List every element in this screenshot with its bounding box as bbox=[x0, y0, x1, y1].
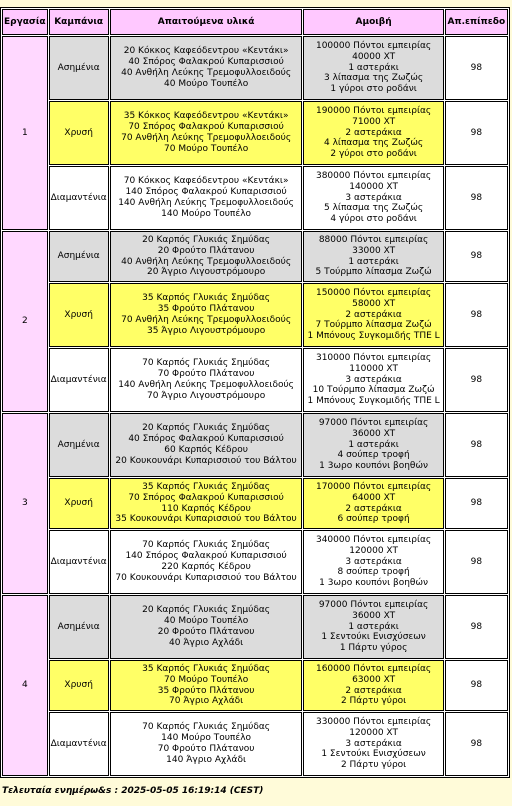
reward-cell bbox=[303, 101, 443, 165]
reward-line: 190000 Πόντοι εμπειρίας bbox=[315, 106, 432, 116]
reward-cell bbox=[303, 413, 443, 477]
material-line: 20 Καρπός Γλυκιάς Σημύδας bbox=[142, 423, 271, 434]
reward-cell bbox=[303, 348, 443, 412]
table-row bbox=[2, 283, 508, 347]
reward-line: 170000 Πόντοι εμπειρίας bbox=[315, 481, 432, 492]
materials-cell bbox=[110, 660, 303, 711]
reward-cell bbox=[303, 36, 443, 100]
task-number: 2 bbox=[2, 231, 48, 412]
materials-cell bbox=[110, 283, 303, 347]
material-line: 20 Κόκκος Καφεόδεντρου «Κεντάκι» bbox=[123, 46, 289, 57]
materials-cell bbox=[110, 231, 303, 282]
reward-line: 58000 XT bbox=[352, 298, 396, 309]
reward-line: 140000 XT bbox=[349, 181, 398, 192]
reward-line: 100000 Πόντοι εμπειρίας bbox=[315, 41, 432, 51]
reward-line: 4 σούπερ τροφή bbox=[337, 450, 410, 461]
campaign-cell: Διαμαντένια bbox=[49, 348, 109, 412]
table-body bbox=[2, 36, 508, 776]
table-row bbox=[2, 413, 508, 477]
reward-cell bbox=[303, 530, 443, 594]
level-cell: 98 bbox=[445, 36, 508, 100]
table-row bbox=[2, 712, 508, 776]
reward-cell bbox=[303, 231, 443, 282]
materials-cell bbox=[110, 166, 303, 230]
reward-line: 4 γύροι στο ροδάνι bbox=[330, 214, 417, 225]
material-line: 70 Ανθήλη Λεύκης Τρεμοφυλλοειδούς bbox=[121, 133, 292, 143]
material-line: 70 Σπόρος Φαλακρού Κυπαρισσιού bbox=[128, 492, 284, 503]
material-line: 110 Καρπός Κέδρου bbox=[161, 503, 251, 514]
materials-cell bbox=[110, 36, 303, 100]
task-number: 1 bbox=[2, 36, 48, 230]
reward-line: 3 αστεράκια bbox=[345, 192, 402, 203]
table-row bbox=[2, 595, 508, 659]
reward-line: 71000 XT bbox=[352, 116, 396, 127]
materials-cell bbox=[110, 348, 303, 412]
reward-line: 1 3ωρο κουπόνι βοηθών bbox=[319, 578, 429, 589]
table-row bbox=[2, 530, 508, 594]
reward-line: 1 Πάρτυ γύρος bbox=[339, 643, 408, 654]
reward-line: 97000 Πόντοι εμπειρίας bbox=[318, 600, 429, 610]
reward-line: 1 Σεντούκι Ενισχύσεων bbox=[321, 749, 426, 760]
reward-line: 3 αστεράκια bbox=[345, 374, 402, 385]
level-cell: 98 bbox=[445, 660, 508, 711]
reward-line: 1 3ωρο κουπόνι βοηθών bbox=[319, 461, 429, 472]
campaign-cell: Χρυσή bbox=[49, 660, 109, 711]
materials-cell bbox=[110, 478, 303, 529]
material-line: 20 Κουκουνάρι Κυπαρισσιού του Βάλτου bbox=[115, 455, 297, 466]
material-line: 40 Μούρο Τουπέλο bbox=[164, 78, 249, 89]
reward-line: 8 σούπερ τροφή bbox=[337, 567, 410, 578]
reward-cell bbox=[303, 595, 443, 659]
reward-line: 4 λίπασμα της Ζωζώς bbox=[323, 138, 424, 149]
material-line: 20 Καρπός Γλυκιάς Σημύδας bbox=[142, 234, 271, 245]
level-cell: 98 bbox=[445, 283, 508, 347]
material-line: 35 Καρπός Γλυκιάς Σημύδας bbox=[142, 481, 271, 492]
material-line: 70 Κουκουνάρι Κυπαρισσιού του Βάλτου bbox=[115, 572, 297, 583]
material-line: 60 Καρπός Κέδρου bbox=[164, 445, 248, 455]
material-line: 20 Φρούτο Πλάτανου bbox=[157, 627, 255, 637]
header-level: Απ.επίπεδο bbox=[445, 9, 508, 35]
material-line: 70 Καρπός Γλυκιάς Σημύδας bbox=[142, 540, 271, 551]
task-number: 4 bbox=[2, 595, 48, 776]
material-line: 70 Μούρο Τουπέλο bbox=[164, 143, 249, 154]
reward-line: 2 αστεράκια bbox=[345, 309, 402, 320]
campaign-cell: Χρυσή bbox=[49, 101, 109, 165]
level-cell: 98 bbox=[445, 530, 508, 594]
reward-line: 1 Μπόνους Συγκομιδής ΤΠΕ L bbox=[307, 331, 440, 342]
table-row bbox=[2, 166, 508, 230]
materials-cell bbox=[110, 413, 303, 477]
table-row bbox=[2, 660, 508, 711]
material-line: 70 Μούρο Τουπέλο bbox=[164, 674, 249, 685]
table-row bbox=[2, 36, 508, 100]
reward-line: 3 αστεράκια bbox=[345, 738, 402, 749]
reward-line: 120000 XT bbox=[349, 545, 398, 556]
reward-line: 88000 Πόντοι εμπειρίας bbox=[318, 234, 429, 245]
material-line: 35 Καρπός Γλυκιάς Σημύδας bbox=[142, 293, 271, 304]
material-line: 140 Σπόρος Φαλακρού Κυπαρισσιού bbox=[125, 187, 287, 198]
material-line: 140 Ανθήλη Λεύκης Τρεμοφυλλοειδούς bbox=[118, 380, 294, 390]
table-row bbox=[2, 348, 508, 412]
level-cell: 98 bbox=[445, 166, 508, 230]
materials-cell bbox=[110, 712, 303, 776]
header-task: Εργασία bbox=[2, 9, 48, 35]
reward-line: 7 Τούρμπο λίπασμα Ζωζώ bbox=[315, 320, 432, 331]
reward-line: 1 Σεντούκι Ενισχύσεων bbox=[321, 632, 426, 643]
header-campaign: Καμπάνια bbox=[49, 9, 109, 35]
level-cell: 98 bbox=[445, 478, 508, 529]
level-cell: 98 bbox=[445, 712, 508, 776]
campaign-cell: Διαμαντένια bbox=[49, 530, 109, 594]
reward-line: 2 αστεράκια bbox=[345, 503, 402, 514]
task-number: 3 bbox=[2, 413, 48, 594]
reward-line: 2 γύροι στο ροδάνι bbox=[330, 149, 417, 160]
materials-cell bbox=[110, 530, 303, 594]
material-line: 20 Άγριο Λιγουστρόμουρο bbox=[146, 267, 266, 278]
material-line: 20 Καρπός Γλυκιάς Σημύδας bbox=[142, 605, 271, 616]
reward-cell bbox=[303, 283, 443, 347]
campaign-cell: Χρυσή bbox=[49, 283, 109, 347]
material-line: 70 Φρούτο Πλάτανου bbox=[157, 744, 255, 754]
material-line: 70 Σπόρος Φαλακρού Κυπαρισσιού bbox=[128, 122, 284, 133]
campaign-cell: Διαμαντένια bbox=[49, 712, 109, 776]
material-line: 35 Κουκουνάρι Κυπαρισσιού του Βάλτου bbox=[115, 514, 297, 525]
level-cell: 98 bbox=[445, 595, 508, 659]
reward-line: 36000 XT bbox=[352, 428, 396, 439]
material-line: 220 Καρπός Κέδρου bbox=[161, 562, 251, 572]
campaign-cell: Ασημένια bbox=[49, 413, 109, 477]
material-line: 70 Κόκκος Καφεόδεντρου «Κεντάκι» bbox=[123, 176, 289, 187]
level-cell: 98 bbox=[445, 101, 508, 165]
reward-line: 1 αστεράκι bbox=[348, 62, 399, 73]
campaign-cell: Ασημένια bbox=[49, 595, 109, 659]
reward-cell bbox=[303, 660, 443, 711]
material-line: 40 Μούρο Τουπέλο bbox=[164, 616, 249, 627]
reward-cell bbox=[303, 166, 443, 230]
header-materials: Απαιτούμενα υλικά bbox=[110, 9, 303, 35]
reward-cell bbox=[303, 712, 443, 776]
last-updated bbox=[2, 786, 263, 796]
reward-line: 1 αστεράκι bbox=[348, 439, 399, 450]
material-line: 70 Καρπός Γλυκιάς Σημύδας bbox=[142, 722, 271, 733]
reward-line: 2 αστεράκια bbox=[345, 127, 402, 138]
reward-line: 2 Πάρτυ γύροι bbox=[340, 760, 407, 771]
table-row bbox=[2, 478, 508, 529]
level-cell: 98 bbox=[445, 348, 508, 412]
material-line: 40 Σπόρος Φαλακρού Κυπαρισσιού bbox=[128, 434, 284, 445]
material-line: 70 Άγριο Λιγουστρόμουρο bbox=[146, 390, 266, 401]
materials-cell bbox=[110, 101, 303, 165]
reward-line: 160000 Πόντοι εμπειρίας bbox=[315, 663, 432, 674]
reward-line: 120000 XT bbox=[349, 727, 398, 738]
reward-line: 2 αστεράκια bbox=[345, 685, 402, 696]
material-line: 140 Άγριο Αχλάδι bbox=[166, 754, 247, 765]
material-line: 20 Φρούτο Πλάτανου bbox=[157, 245, 255, 256]
material-line: 140 Μούρο Τουπέλο bbox=[161, 208, 252, 219]
reward-line: 5 Τούρμπο λίπασμα Ζωζώ bbox=[315, 267, 432, 278]
material-line: 40 Ανθήλη Λεύκης Τρεμοφυλλοειδούς bbox=[121, 256, 292, 267]
header-reward: Αμοιβή bbox=[303, 9, 443, 35]
reward-line: 97000 Πόντοι εμπειρίας bbox=[318, 418, 429, 428]
reward-line: 36000 XT bbox=[352, 610, 396, 621]
reward-line: 150000 Πόντοι εμπειρίας bbox=[315, 288, 432, 298]
campaign-table bbox=[0, 7, 510, 778]
reward-line: 33000 XT bbox=[352, 245, 396, 256]
last-updated-timestamp: 2025-05-05 16:19:14 (CEST) bbox=[121, 786, 264, 796]
reward-line: 6 σούπερ τροφή bbox=[337, 514, 410, 525]
material-line: 140 Μούρο Τουπέλο bbox=[161, 733, 252, 744]
level-cell: 98 bbox=[445, 231, 508, 282]
reward-line: 330000 Πόντοι εμπειρίας bbox=[315, 717, 432, 727]
reward-line: 1 αστεράκι bbox=[348, 256, 399, 267]
reward-line: 63000 XT bbox=[352, 674, 396, 685]
campaign-cell: Ασημένια bbox=[49, 231, 109, 282]
table-row bbox=[2, 101, 508, 165]
reward-line: 1 αστεράκι bbox=[348, 621, 399, 632]
reward-cell bbox=[303, 478, 443, 529]
table-row bbox=[2, 231, 508, 282]
material-line: 40 Άγριο Αχλάδι bbox=[169, 637, 244, 648]
reward-line: 2 Πάρτυ γύροι bbox=[340, 696, 407, 707]
reward-line: 340000 Πόντοι εμπειρίας bbox=[315, 535, 432, 545]
material-line: 35 Φρούτο Πλάτανου bbox=[157, 685, 255, 696]
materials-cell bbox=[110, 595, 303, 659]
material-line: 70 Φρούτο Πλάτανου bbox=[157, 369, 255, 380]
reward-line: 3 λίπασμα της Ζωζώς bbox=[323, 73, 424, 84]
header-row bbox=[2, 9, 508, 35]
material-line: 70 Ανθήλη Λεύκης Τρεμοφυλλοειδούς bbox=[121, 315, 292, 325]
reward-line: 10 Τούρμπο λίπασμα Ζωζώ bbox=[312, 385, 435, 396]
material-line: 40 Σπόρος Φαλακρού Κυπαρισσιού bbox=[128, 57, 284, 68]
campaign-cell: Χρυσή bbox=[49, 478, 109, 529]
campaign-cell: Διαμαντένια bbox=[49, 166, 109, 230]
reward-line: 110000 XT bbox=[349, 363, 398, 374]
material-line: 140 Ανθήλη Λεύκης Τρεμοφυλλοειδούς bbox=[118, 198, 294, 208]
material-line: 35 Φρούτο Πλάτανου bbox=[157, 304, 255, 315]
last-updated-label: Τελευταία ενημέρω&s : bbox=[2, 786, 122, 796]
reward-line: 3 αστεράκια bbox=[345, 556, 402, 567]
reward-line: 5 λίπασμα της Ζωζώς bbox=[323, 203, 424, 214]
material-line: 70 Καρπός Γλυκιάς Σημύδας bbox=[142, 358, 271, 369]
reward-line: 40000 XT bbox=[352, 51, 396, 62]
reward-line: 380000 Πόντοι εμπειρίας bbox=[315, 171, 432, 181]
reward-line: 310000 Πόντοι εμπειρίας bbox=[315, 353, 432, 363]
level-cell: 98 bbox=[445, 413, 508, 477]
reward-line: 1 Μπόνους Συγκομιδής ΤΠΕ L bbox=[307, 396, 440, 407]
material-line: 40 Ανθήλη Λεύκης Τρεμοφυλλοειδούς bbox=[121, 68, 292, 78]
reward-line: 1 γύροι στο ροδάνι bbox=[330, 84, 417, 95]
reward-line: 64000 XT bbox=[352, 492, 396, 503]
campaign-cell: Ασημένια bbox=[49, 36, 109, 100]
material-line: 35 Κόκκος Καφεόδεντρου «Κεντάκι» bbox=[123, 111, 289, 122]
material-line: 140 Σπόρος Φαλακρού Κυπαρισσιού bbox=[125, 551, 287, 562]
material-line: 35 Άγριο Λιγουστρόμουρο bbox=[146, 325, 266, 336]
material-line: 70 Άγριο Αχλάδι bbox=[169, 696, 244, 707]
material-line: 35 Καρπός Γλυκιάς Σημύδας bbox=[142, 663, 271, 674]
